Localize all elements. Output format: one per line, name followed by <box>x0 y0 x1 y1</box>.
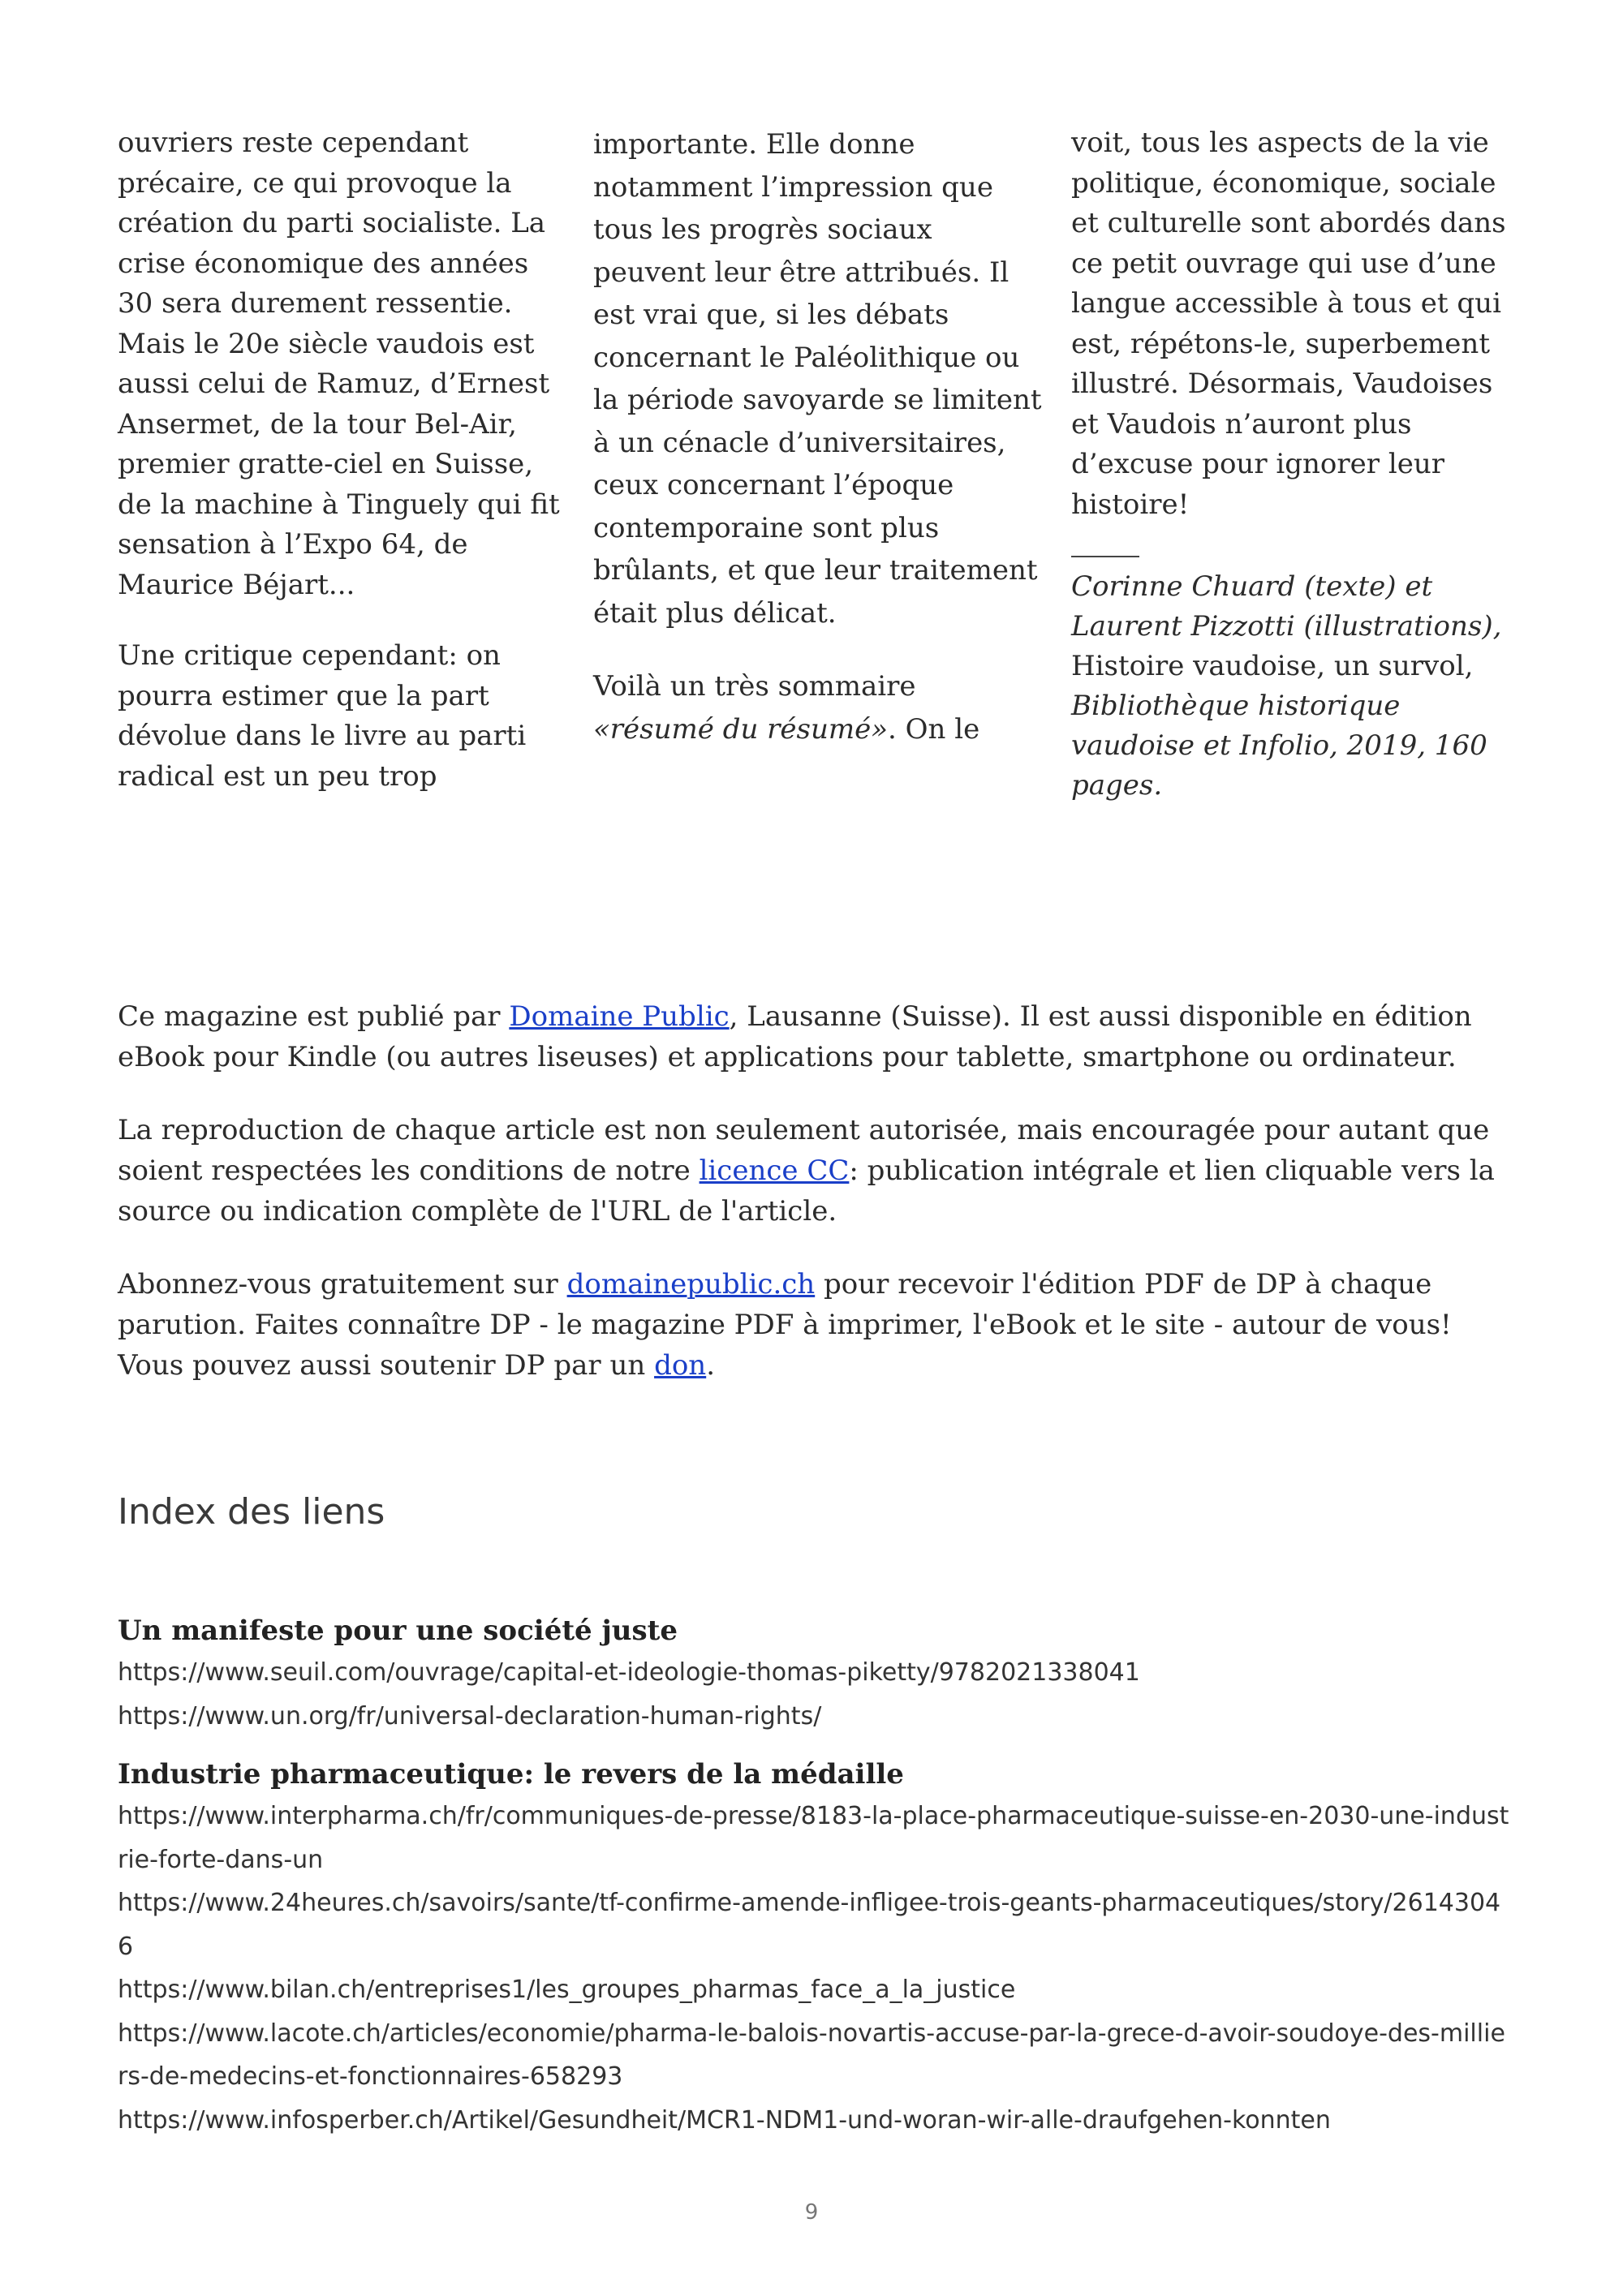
footer-text: pour recevoir l'édition PDF de DP à chaque parution. Faites connaître DP - le magazine PDF à imprimer, l'eBook et le site - autour de vous! Vous pouvez aussi soutenir DP par un <box>118 1268 1452 1382</box>
book-credit-authors: Corinne Chuard (texte) et Laurent Pizzotti (illustrations), <box>1071 570 1502 643</box>
column-3-paragraph-1: voit, tous les aspects de la vie politique, économique, sociale et culturelle sont abordés dans ce petit ouvrage qui use d’une langue accessible à tous et qui est, répétons-le, superbement illustré. Désormais, Vaudoises et Vaudois n’auront plus d’excuse pour ignorer leur histoire! <box>1071 127 1506 521</box>
column-2-italic-quote: «résumé du résumé» <box>593 712 889 746</box>
index-link[interactable]: https://www.seuil.com/ouvrage/capital-et-ideologie-thomas-piketty/9782021338041 <box>118 1658 1140 1687</box>
index-group-title: Industrie pharmaceutique: le revers de la médaille <box>118 1758 904 1791</box>
article-columns <box>118 123 1513 821</box>
footer-paragraph-licence <box>118 1110 1522 1232</box>
footer-paragraph-subscribe <box>118 1264 1522 1386</box>
page-number: 9 <box>804 2200 819 2225</box>
index-title: Index des liens <box>118 1491 385 1533</box>
index-link[interactable]: https://www.interpharma.ch/fr/communiques-de-presse/8183-la-place-pharmaceutique-suisse-en-2030-une-industrie-forte-dans-un <box>118 1802 1509 1874</box>
column-2-text-end: . On le <box>888 712 980 746</box>
licence-cc-link[interactable]: licence CC <box>699 1154 850 1187</box>
domainepublic-link[interactable]: domainepublic.ch <box>566 1268 816 1301</box>
article-column-1 <box>118 123 560 828</box>
footer-text: : publication intégrale et lien cliquable vers la source ou indication complète de l'URL de l'article. <box>118 1154 1495 1228</box>
link-index <box>118 1610 1513 2158</box>
book-credit-title: Histoire vaudoise, un survol, <box>1071 650 1474 682</box>
footer-text: Ce magazine est publié par <box>118 1000 510 1033</box>
footer-text: La reproduction de chaque article est non seulement autorisée, mais encouragée pour autant que soient respectées les conditions de notre <box>118 1114 1490 1187</box>
column-1-paragraph-2: Une critique cependant: on pourra estimer que la part dévolue dans le livre au parti radical est un peu trop <box>118 639 527 793</box>
index-link[interactable]: https://www.bilan.ch/entreprises1/les_groupes_pharmas_face_a_la_justice <box>118 1976 1016 2004</box>
footer-text: Abonnez-vous gratuitement sur <box>118 1268 567 1301</box>
index-group <box>118 1754 1513 2142</box>
index-link[interactable]: https://www.lacote.ch/articles/economie/pharma-le-balois-novartis-accuse-par-la-grece-d-avoir-soudoye-des-milliers-de-medecins-et-fonctionnaires-658293 <box>118 2019 1505 2091</box>
index-group-title: Un manifeste pour une société juste <box>118 1615 678 1647</box>
publication-footer <box>118 996 1522 1418</box>
index-link[interactable]: https://www.24heures.ch/savoirs/sante/tf-confirme-amende-infligee-trois-geants-pharmaceutiques/story/26143046 <box>118 1889 1501 1961</box>
signature-rule <box>1071 556 1139 557</box>
column-2-paragraph-2 <box>593 665 1044 750</box>
column-2-paragraph-1: importante. Elle donne notamment l’impression que tous les progrès sociaux peuvent leur être attribués. Il est vrai que, si les débats concernant le Paléolithique ou la période savoyarde se limitent à un cénacle d’universitaires, ceux concernant l’époque contemporaine sont plus brûlants, et que leur traitement était plus délicat. <box>593 128 1042 630</box>
index-link[interactable]: https://www.infosperber.ch/Artikel/Gesundheit/MCR1-NDM1-und-woran-wir-alle-draufgehen-konnten <box>118 2105 1331 2135</box>
index-link[interactable]: https://www.un.org/fr/universal-declaration-human-rights/ <box>118 1701 822 1731</box>
index-group <box>118 1610 1513 1738</box>
article-column-2 <box>593 123 1044 781</box>
book-credit-publisher: Bibliothèque historique vaudoise et Infolio, 2019, 160 pages. <box>1071 690 1487 802</box>
column-1-paragraph-1: ouvriers reste cependant précaire, ce qui provoque la création du parti socialiste. La crise économique des années 30 sera durement ressentie. Mais le 20e siècle vaudois est aussi celui de Ramuz, d’Ernest Ansermet, de la tour Bel-Air, premier gratte-ciel en Suisse, de la machine à Tinguely qui fit sensation à l’Expo 64, de Maurice Béjart... <box>118 127 560 601</box>
domaine-public-link[interactable]: Domaine Public <box>509 1000 730 1033</box>
footer-text: , Lausanne (Suisse). Il est aussi disponible en édition eBook pour Kindle (ou autres liseuses) et applications pour tablette, smartphone ou ordinateur. <box>118 1000 1472 1073</box>
book-credit <box>1071 567 1513 806</box>
column-2-text-start: Voilà un très sommaire <box>593 670 916 703</box>
article-column-3 <box>1071 123 1513 836</box>
footer-paragraph-publisher <box>118 996 1522 1077</box>
footer-text: . <box>706 1349 716 1382</box>
donation-link[interactable]: don <box>654 1349 707 1382</box>
